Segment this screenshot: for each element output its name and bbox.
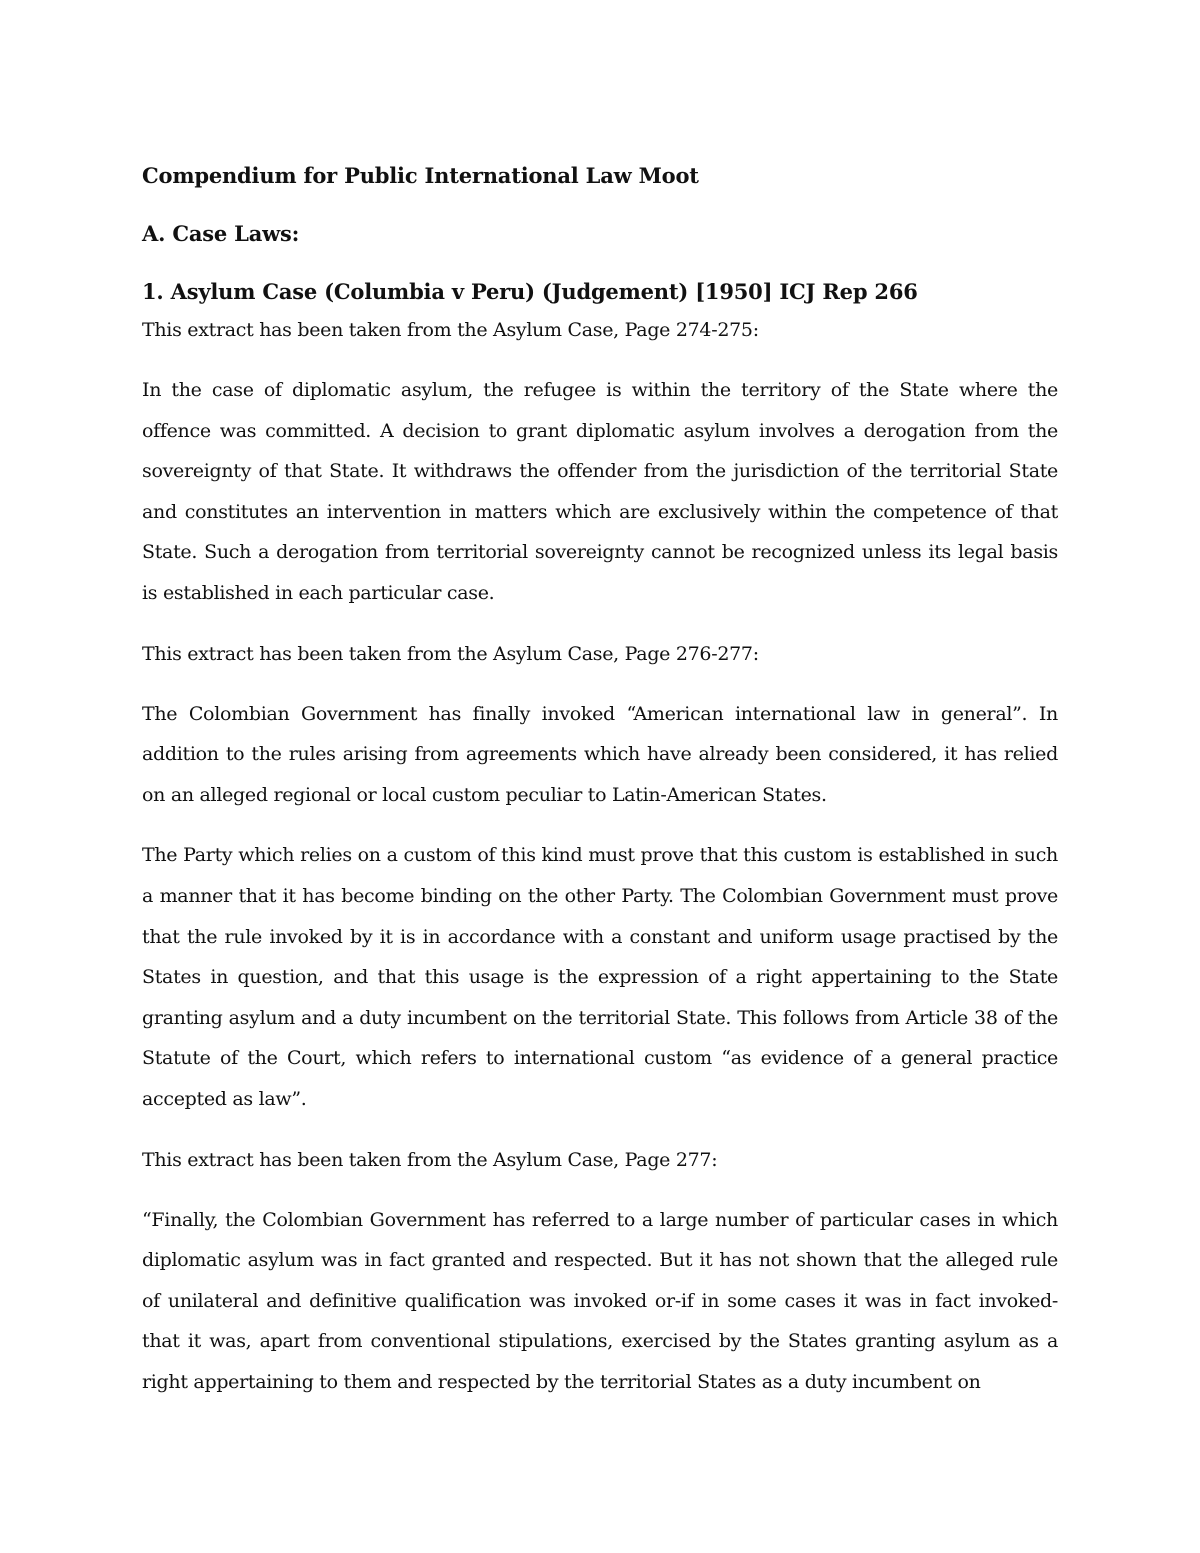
extract-paragraph-3: “Finally, the Colombian Government has referred to a large number of particular cases in which diplomatic asylum was in fact granted and respected. But it has not shown that the alleged rule of unilateral and definitive qualification was invoked or-if in some cases it was in fact invoked-that it was, apart from conventional stipulations, exercised by the States granting asylum as a right appertaining to them and respected by the territorial States as a duty incumbent on bbox=[142, 1208, 1058, 1393]
document-title: Compendium for Public International Law Moot bbox=[142, 163, 699, 188]
extract-paragraph-1: In the case of diplomatic asylum, the refugee is within the territory of the State where the offence was committed. A decision to grant diplomatic asylum involves a derogation from the sovereignty of that State. It withdraws the offender from the jurisdiction of the territorial State and constitutes an intervention in matters which are exclusively within the competence of that State. Such a derogation from territorial sovereignty cannot be recognized unless its legal basis is established in each particular case. bbox=[142, 379, 1058, 604]
extract-paragraph-2b: The Party which relies on a custom of this kind must prove that this custom is established in such a manner that it has become binding on the other Party. The Colombian Government must prove that the rule invoked by it is in accordance with a constant and uniform usage practised by the States in question, and that this usage is the expression of a right appertaining to the State granting asylum and a duty incumbent on the territorial State. This follows from Article 38 of the Statute of the Court, which refers to international custom “as evidence of a general practice accepted as law”. bbox=[142, 844, 1058, 1110]
extract-intro-2: This extract has been taken from the Asylum Case, Page 276-277: bbox=[142, 642, 759, 665]
section-heading: A. Case Laws: bbox=[142, 221, 300, 246]
extract-intro-1: This extract has been taken from the Asylum Case, Page 274-275: bbox=[142, 319, 759, 341]
document-page bbox=[142, 158, 1058, 1402]
case-heading: 1. Asylum Case (Columbia v Peru) (Judgement) [1950] ICJ Rep 266 bbox=[142, 279, 918, 304]
extract-paragraph-2a: The Colombian Government has finally invoked “American international law in general”. In addition to the rules arising from agreements which have already been considered, it has relied on an alleged regional or local custom peculiar to Latin-American States. bbox=[142, 702, 1058, 806]
extract-intro-3: This extract has been taken from the Asylum Case, Page 277: bbox=[142, 1148, 718, 1171]
